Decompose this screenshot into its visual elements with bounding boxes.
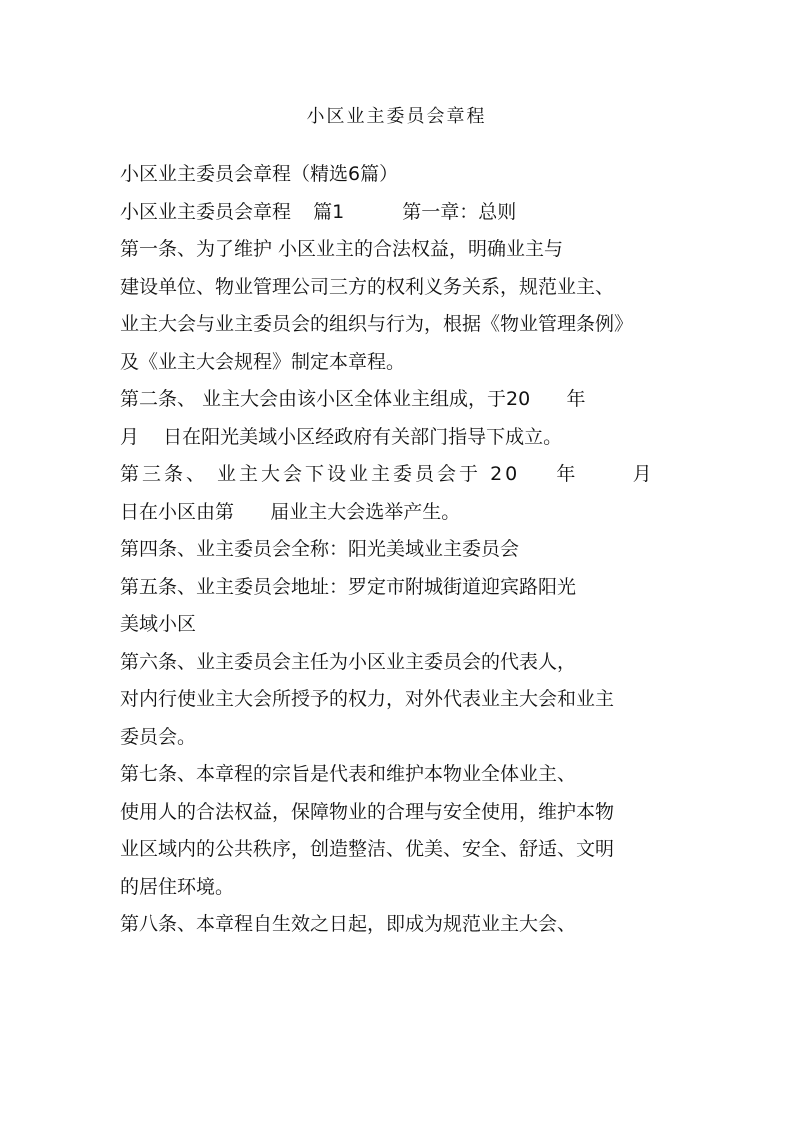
article-5-line-1: 第五条、业主委员会地址：罗定市附城街道迎宾路阳光: [120, 575, 577, 598]
article-3-line-2: 日在小区由第 届业主大会选举产生。: [120, 500, 461, 523]
article-1-line-4: 及《业主大会规程》制定本章程。: [120, 350, 406, 373]
document-title: 小区业主委员会章程: [306, 106, 487, 127]
article-8-line-1: 第八条、本章程自生效之日起，即成为规范业主大会、: [120, 913, 577, 935]
article-7-line-3: 业区域内的公共秩序，创造整洁、优美、安全、舒适、文明: [120, 838, 615, 860]
article-1-line-1: 第一条、为了维护 小区业主的合法权益，明确业主与: [120, 238, 564, 260]
article-6-line-1: 第六条、业主委员会主任为小区业主委员会的代表人，: [120, 650, 577, 673]
heading-part: 篇1: [313, 200, 345, 223]
article-3-line-1: 第三条、 业主大会下设业主委员会于 20 年 月: [120, 463, 655, 485]
article-2-line-2: 月 日在阳光美域小区经政府有关部门指导下成立。: [120, 425, 563, 448]
article-7-line-4: 的居住环境。: [120, 875, 235, 898]
document-body: [120, 156, 672, 944]
article-7-line-1: 第七条、本章程的宗旨是代表和维护本物业全体业主、: [120, 763, 577, 785]
article-2-line-1: 第二条、 业主大会由该小区全体业主组成，于20 年: [120, 388, 586, 410]
chapter-heading: [120, 194, 672, 232]
document-subtitle: 小区业主委员会章程（精选6篇）: [120, 163, 399, 185]
article-4-line-1: 第四条、业主委员会全称：阳光美域业主委员会: [120, 538, 520, 560]
article-6-line-3: 委员会。: [120, 725, 197, 748]
article-6-line-2: 对内行使业主大会所授予的权力，对外代表业主大会和业主: [120, 688, 615, 710]
article-7-line-2: 使用人的合法权益，保障物业的合理与安全使用，维护本物: [120, 800, 615, 823]
heading-title: 小区业主委员会章程: [120, 200, 292, 223]
article-1-line-2: 建设单位、物业管理公司三方的权利义务关系，规范业主、: [120, 275, 615, 298]
article-1-line-3: 业主大会与业主委员会的组织与行为，根据《物业管理条例》: [120, 313, 634, 335]
article-5-line-2: 美域小区: [120, 613, 197, 635]
heading-chapter: 第一章：总则: [402, 200, 517, 223]
